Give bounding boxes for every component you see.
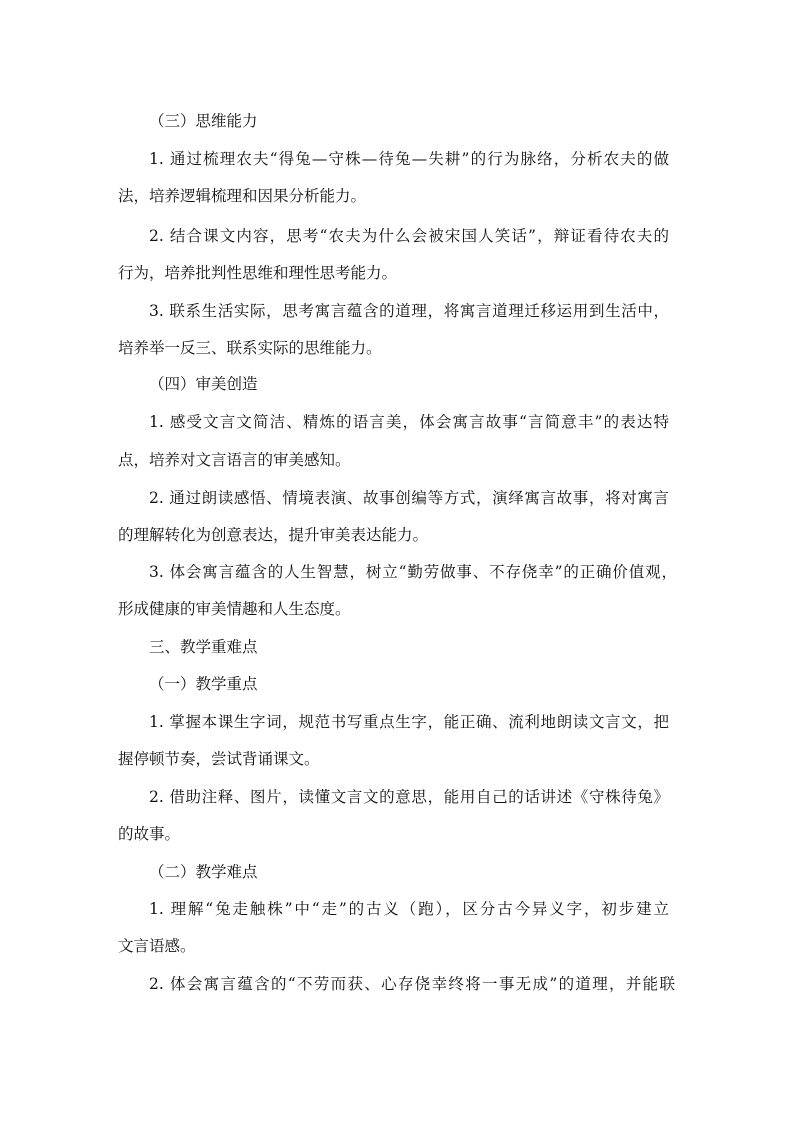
subheading-aesthetic-creation: （四）审美创造 (149, 375, 258, 393)
paragraph-line: 文言语感。 (118, 937, 196, 955)
paragraph-line: 2. 结合课文内容，思考“农夫为什么会被宋国人笑话”，辩证看待农夫的 (149, 227, 669, 245)
paragraph-line: 培养举一反三、联系实际的思维能力。 (118, 339, 382, 357)
subheading-teaching-difficulty: （二）教学难点 (149, 863, 258, 881)
paragraph-line: 3. 联系生活实际，思考寓言蕴含的道理，将寓言道理迁移运用到生活中， (149, 302, 669, 320)
paragraph-line: 的理解转化为创意表达，提升审美表达能力。 (118, 526, 429, 544)
paragraph-line: 形成健康的审美情趣和人生态度。 (118, 600, 351, 618)
paragraph-line: 3. 体会寓言蕴含的人生智慧，树立“勤劳做事、不存侥幸”的正确价值观， (149, 563, 677, 581)
paragraph-line: 2. 通过朗读感悟、情境表演、故事创编等方式，演绎寓言故事，将对寓言 (149, 489, 669, 507)
paragraph-line: 1. 感受文言文简洁、精炼的语言美，体会寓言故事“言简意丰”的表达特 (149, 413, 669, 431)
paragraph-line: 握停顿节奏，尝试背诵课文。 (118, 750, 320, 768)
paragraph-line: 2. 体会寓言蕴含的“不劳而获、心存侥幸终将一事无成”的道理，并能联 (149, 975, 675, 993)
paragraph-line: 1. 理解“兔走触株”中“走”的古义（跑），区分古今异义字，初步建立 (149, 900, 669, 918)
paragraph-line: 法，培养逻辑梳理和因果分析能力。 (118, 187, 367, 205)
paragraph-line: 点，培养对文言语言的审美感知。 (118, 451, 351, 469)
subheading-teaching-focus: （一）教学重点 (149, 675, 258, 693)
paragraph-line: 1. 掌握本课生字词，规范书写重点生字，能正确、流利地朗读文言文，把 (149, 713, 669, 731)
paragraph-line: 的故事。 (118, 825, 181, 843)
subheading-thinking-ability: （三）思维能力 (149, 112, 258, 130)
paragraph-line: 行为，培养批判性思维和理性思考能力。 (118, 264, 398, 282)
paragraph-line: 2. 借助注释、图片，读懂文言文的意思，能用自己的话讲述《守株待兔》 (149, 788, 669, 806)
paragraph-line: 1. 通过梳理农夫“得兔—守株—待兔—失耕”的行为脉络，分析农夫的做 (149, 150, 669, 168)
heading-teaching-key-difficult-points: 三、教学重难点 (149, 638, 258, 656)
